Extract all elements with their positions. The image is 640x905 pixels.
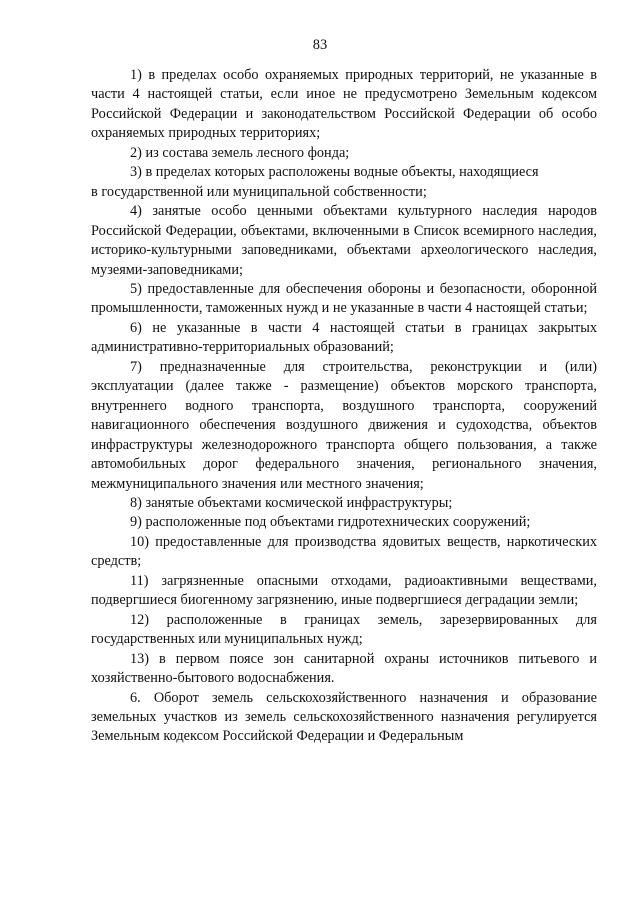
paragraph-item-6: 6) не указанные в части 4 настоящей статьи в границах закрытых административно-территориальных образований;: [91, 319, 597, 356]
paragraph-item-13: 13) в первом поясе зон санитарной охраны источников питьевого и хозяйственно-бытового водоснабжения.: [91, 650, 597, 687]
page-number: 83: [312, 37, 328, 53]
paragraph-part-6: 6. Оборот земель сельскохозяйственного назначения и образование земельных участков из земель сельскохозяйственного назначения регулируется Земельным кодексом Российской Федерации и Федеральным: [91, 689, 597, 745]
paragraph-item-3: [91, 163, 597, 202]
paragraph-item-9: 9) расположенные под объектами гидротехнических сооружений;: [130, 514, 531, 531]
paragraph-item-10: 10) предоставленные для производства ядовитых веществ, наркотических средств;: [91, 533, 597, 570]
paragraph-item-8: 8) занятые объектами космической инфраструктуры;: [130, 494, 453, 511]
paragraph-item-3-line-2: в государственной или муниципальной собственности;: [91, 183, 427, 200]
paragraph-item-5: 5) предоставленные для обеспечения обороны и безопасности, оборонной промышленности, таможенных нужд и не указанные в части 4 настоящей статьи;: [91, 280, 597, 317]
paragraph-item-7: 7) предназначенные для строительства, реконструкции и (или) эксплуатации (далее также - размещение) объектов морского транспорта, внутреннего водного транспорта, воздушного транспорта, сооружений навигационного обеспечения воздушного движения и судоходства, объектов инфраструктуры железнодорожного транспорта общего пользования, а также автомобильных дорог федерального значения, регионального значения, межмуниципального значения или местного значения;: [91, 358, 597, 492]
paragraph-item-12: 12) расположенные в границах земель, зарезервированных для государственных или муниципальных нужд;: [91, 611, 597, 648]
document-body: [91, 66, 597, 747]
paragraph-item-11: 11) загрязненные опасными отходами, радиоактивными веществами, подвергшиеся биогенному загрязнению, иные подвергшиеся деградации земли;: [91, 572, 597, 609]
paragraph-item-3-line-1: 3) в пределах которых расположены водные объекты, находящиеся: [130, 164, 539, 181]
paragraph-item-1: 1) в пределах особо охраняемых природных территорий, не указанные в части 4 настоящей статьи, если иное не предусмотрено Земельным кодексом Российской Федерации и законодательством Российской Федерации об особо охраняемых природных территориях;: [91, 67, 597, 142]
paragraph-item-2: 2) из состава земель лесного фонда;: [130, 144, 350, 161]
paragraph-item-4: 4) занятые особо ценными объектами культурного наследия народов Российской Федерации, объектами, включенными в Список всемирного наследия, историко-культурными заповедниками, объектами археологического наследия, музеями-заповедниками;: [91, 203, 597, 278]
